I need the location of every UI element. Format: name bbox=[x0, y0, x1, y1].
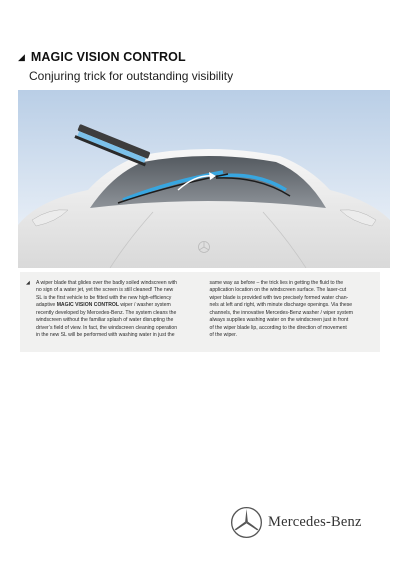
text-line bbox=[36, 295, 197, 302]
text-run: same way as before – the trick lies in getting the fluid to the bbox=[209, 280, 344, 286]
text-run: nels at left and right, with minute discharge openings. Via these bbox=[209, 302, 353, 309]
text-line bbox=[36, 310, 197, 317]
mercedes-star-icon bbox=[230, 506, 263, 539]
text-line bbox=[210, 332, 371, 339]
page-subtitle: Conjuring trick for outstanding visibility bbox=[29, 69, 234, 83]
emphasis-text: MAGIC VISION CONTROL bbox=[56, 302, 119, 309]
text-run: A wiper blade that glides over the badly soiled windscreen with bbox=[36, 280, 178, 286]
brand-name: Mercedes-Benz bbox=[268, 514, 362, 530]
text-columns bbox=[36, 280, 370, 340]
text-line bbox=[210, 287, 371, 294]
brand-logo bbox=[230, 506, 362, 539]
text-line bbox=[36, 317, 197, 324]
text-column bbox=[210, 280, 371, 340]
hero-illustration bbox=[18, 90, 390, 268]
text-run: no sign of a water jet, yet the screen is still cleaned! The new bbox=[36, 287, 174, 294]
text-line bbox=[210, 317, 371, 324]
text-run: application location on the windscreen surface. The laser-cut bbox=[209, 287, 347, 294]
triangle-marker-icon: ◢ bbox=[26, 280, 30, 286]
text-line bbox=[36, 325, 197, 332]
text-line bbox=[210, 302, 371, 309]
text-run: wiper blade is provided with two precisely formed water chan- bbox=[209, 294, 349, 301]
text-line bbox=[210, 325, 371, 332]
text-column bbox=[36, 280, 197, 340]
text-run: wiper / washer system bbox=[118, 302, 171, 309]
text-line bbox=[36, 302, 197, 309]
title-row bbox=[18, 50, 388, 64]
text-line bbox=[210, 280, 371, 287]
text-run: of the wiper blade lip, according to the direction of movement bbox=[209, 324, 347, 331]
triangle-marker-icon: ◢ bbox=[18, 51, 25, 62]
text-run: driver’s field of view. In fact, the windscreen cleaning operation bbox=[36, 324, 178, 331]
text-run: SL is the first vehicle to be fitted with the new high-efficiency bbox=[36, 294, 172, 301]
text-run: adaptive bbox=[36, 302, 57, 309]
text-line bbox=[210, 295, 371, 302]
text-line bbox=[36, 332, 197, 339]
text-line bbox=[210, 310, 371, 317]
text-line bbox=[36, 280, 197, 287]
text-run: channels, the innovative Mercedes-Benz washer / wiper system bbox=[209, 309, 354, 316]
text-line bbox=[36, 287, 197, 294]
page-title: MAGIC VISION CONTROL bbox=[30, 50, 186, 64]
text-run: windscreen without the familiar splash of water disrupting the bbox=[36, 317, 174, 324]
text-run: of the wiper. bbox=[209, 332, 237, 339]
text-run: in the new SL will be performed with washing water in just the bbox=[36, 332, 175, 339]
page-header bbox=[18, 50, 388, 83]
text-run: always supplies washing water on the windscreen just in front bbox=[209, 317, 349, 324]
info-box bbox=[20, 272, 380, 352]
text-run: recently developed by Mercedes-Benz. The system cleans the bbox=[36, 309, 177, 316]
